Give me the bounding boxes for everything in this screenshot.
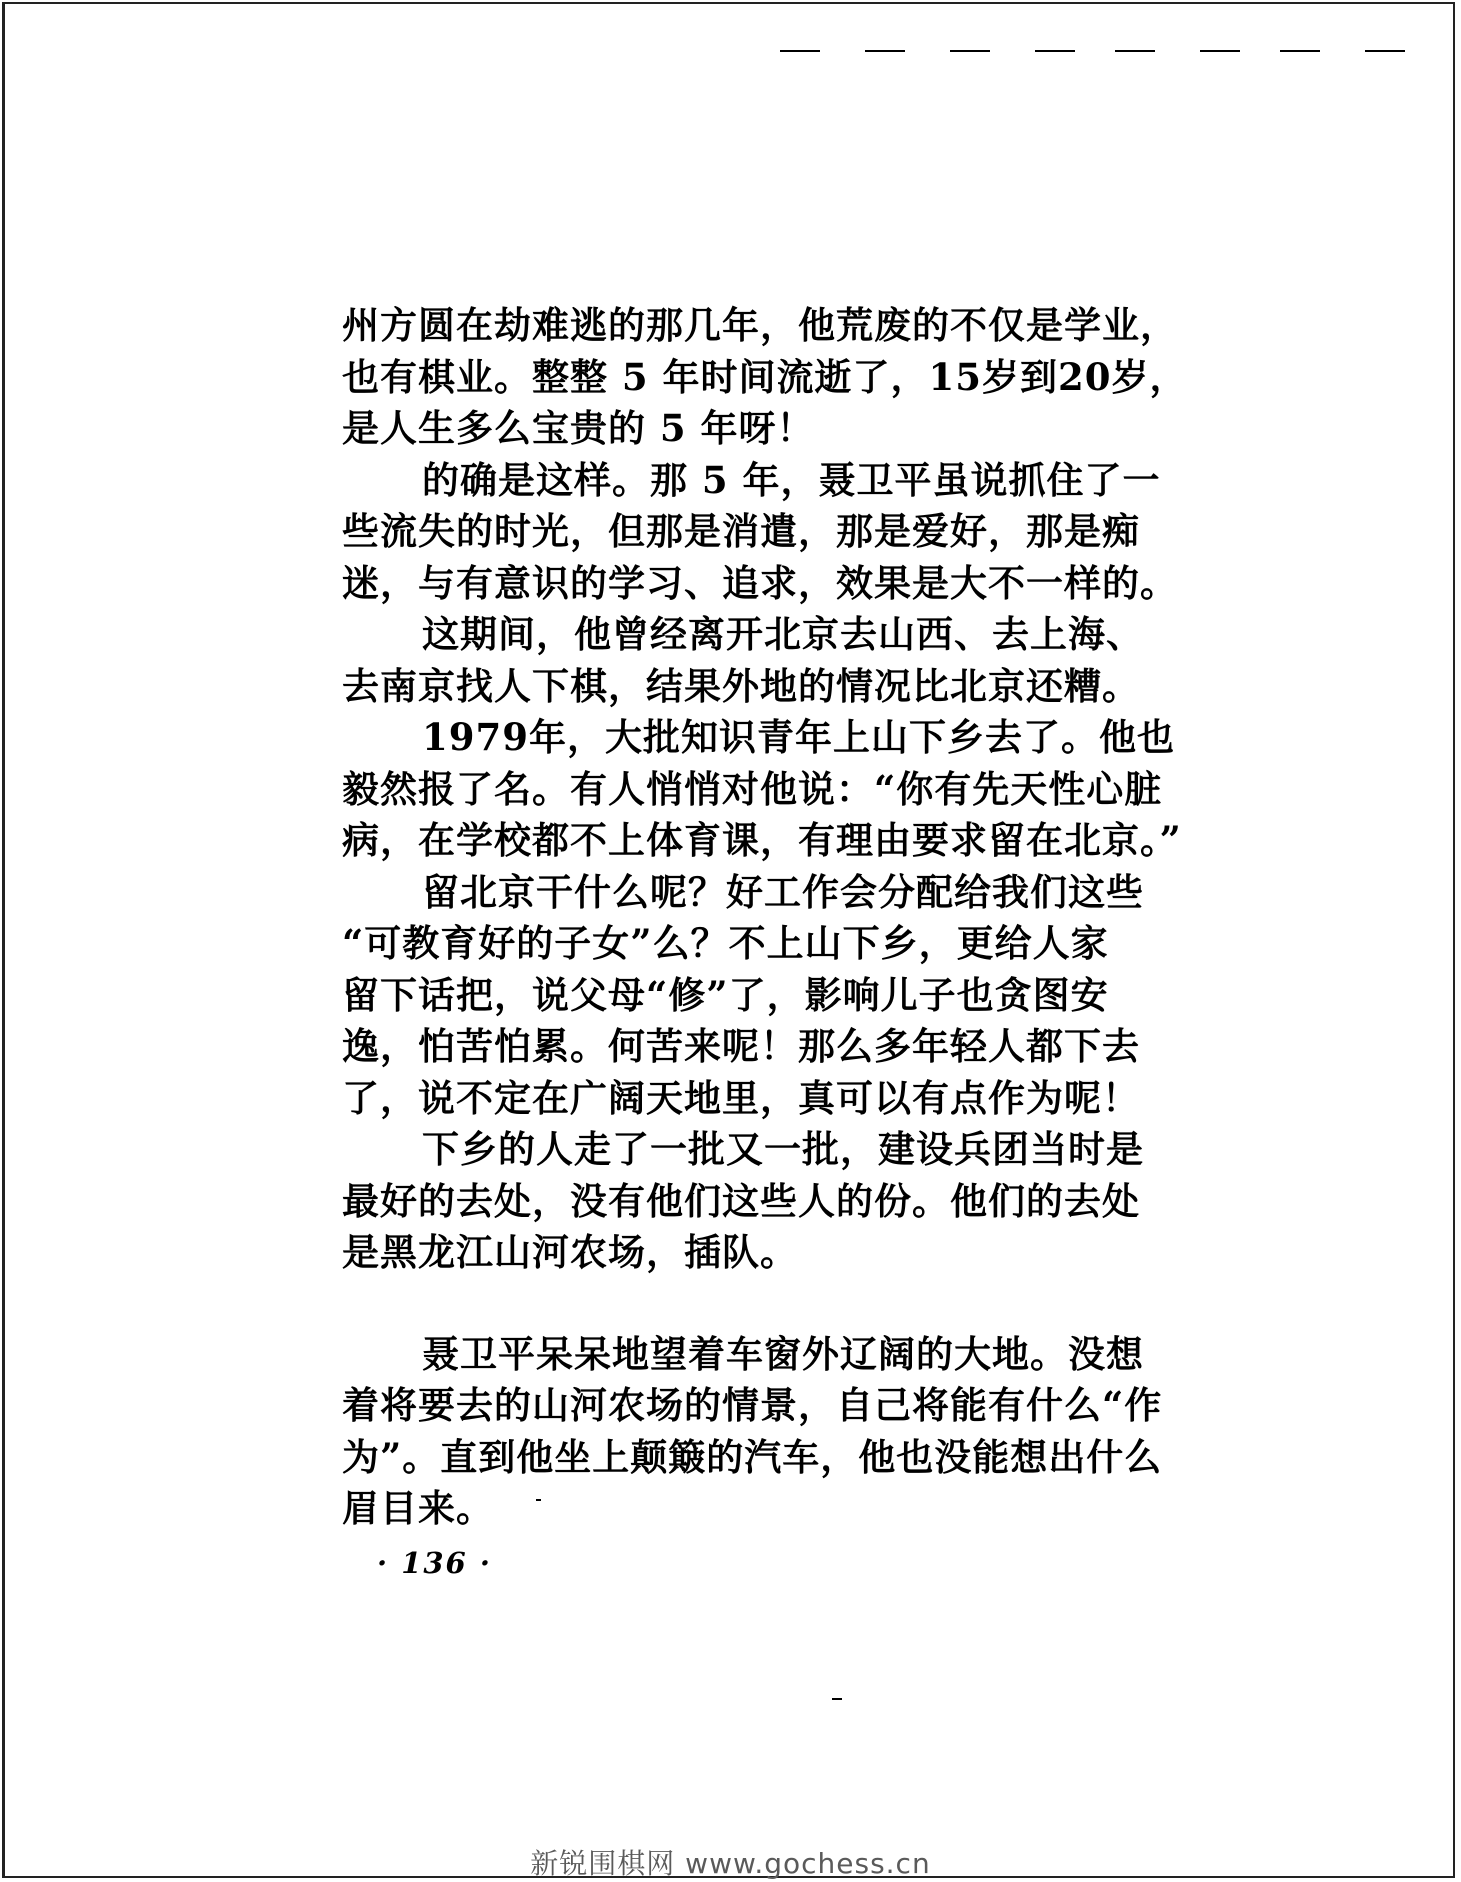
paragraph (342, 455, 1202, 610)
scan-speck (832, 1698, 842, 1700)
text-line: 迷，与有意识的学习、追求，效果是大不一样的。 (342, 560, 1178, 605)
text-line: 是人生多么宝贵的 5 年呀！ (342, 406, 815, 450)
text-line: 去南京找人下棋，结果外地的情况比北京还糟。 (342, 663, 1140, 708)
paragraph (342, 867, 1202, 1125)
text-line: 毅然报了名。有人悄悄对他说：“你有先天性心脏 (342, 766, 1163, 811)
paragraph (342, 300, 1202, 455)
text-line: “可教育好的子女”么？不上山下乡，更给人家 (342, 921, 1109, 965)
text-line: 留北京干什么呢？好工作会分配给我们这些 (422, 869, 1144, 914)
text-line: 这期间，他曾经离开北京去山西、去上海、 (422, 612, 1144, 656)
page-number: · 136 · (377, 1546, 492, 1580)
text-line: 聂卫平呆呆地望着车窗外辽阔的大地。没想 (422, 1331, 1144, 1376)
text-line: 留下话把，说父母“修”了，影响儿子也贪图安 (342, 972, 1109, 1017)
paragraph (342, 1329, 1202, 1535)
text-line: 了，说不定在广阔天地里，真可以有点作为呢！ (342, 1075, 1140, 1120)
text-line: 着将要去的山河农场的情景，自己将能有什么“作 (342, 1383, 1163, 1427)
text-line: 些流失的时光，但那是消遣，那是爱好，那是痴 (342, 509, 1140, 553)
text-line: 为”。直到他坐上颠簸的汽车，他也没能想出什么 (342, 1434, 1163, 1479)
scan-speck (536, 1499, 541, 1501)
text-line: 也有棋业。整整 5 年时间流逝了，15岁到20岁， (342, 354, 1188, 399)
text-line: 眉目来。 (342, 1486, 494, 1530)
text-line: 病，在学校都不上体育课，有理由要求留在北京。” (342, 818, 1182, 862)
paragraph (342, 712, 1202, 867)
section-gap (342, 1279, 1202, 1329)
text-line: 州方圆在劫难逃的那几年，他荒废的不仅是学业， (342, 303, 1178, 347)
header-dash-rule (780, 40, 1420, 60)
text-line: 1979年，大批知识青年上山下乡去了。他也 (422, 715, 1175, 759)
text-line: 下乡的人走了一批又一批，建设兵团当时是 (422, 1127, 1144, 1171)
text-line: 逸，怕苦怕累。何苦来呢！那么多年轻人都下去 (342, 1024, 1140, 1068)
site-watermark: 新锐围棋网 www.gochess.cn (530, 1847, 931, 1880)
text-line: 最好的去处，没有他们这些人的份。他们的去处 (342, 1178, 1140, 1223)
paragraph (342, 609, 1202, 712)
text-line: 是黑龙江山河农场，插队。 (342, 1230, 798, 1274)
body-text (342, 300, 1202, 1535)
paragraph (342, 1124, 1202, 1279)
text-line: 的确是这样。那 5 年，聂卫平虽说抓住了一 (422, 457, 1161, 502)
